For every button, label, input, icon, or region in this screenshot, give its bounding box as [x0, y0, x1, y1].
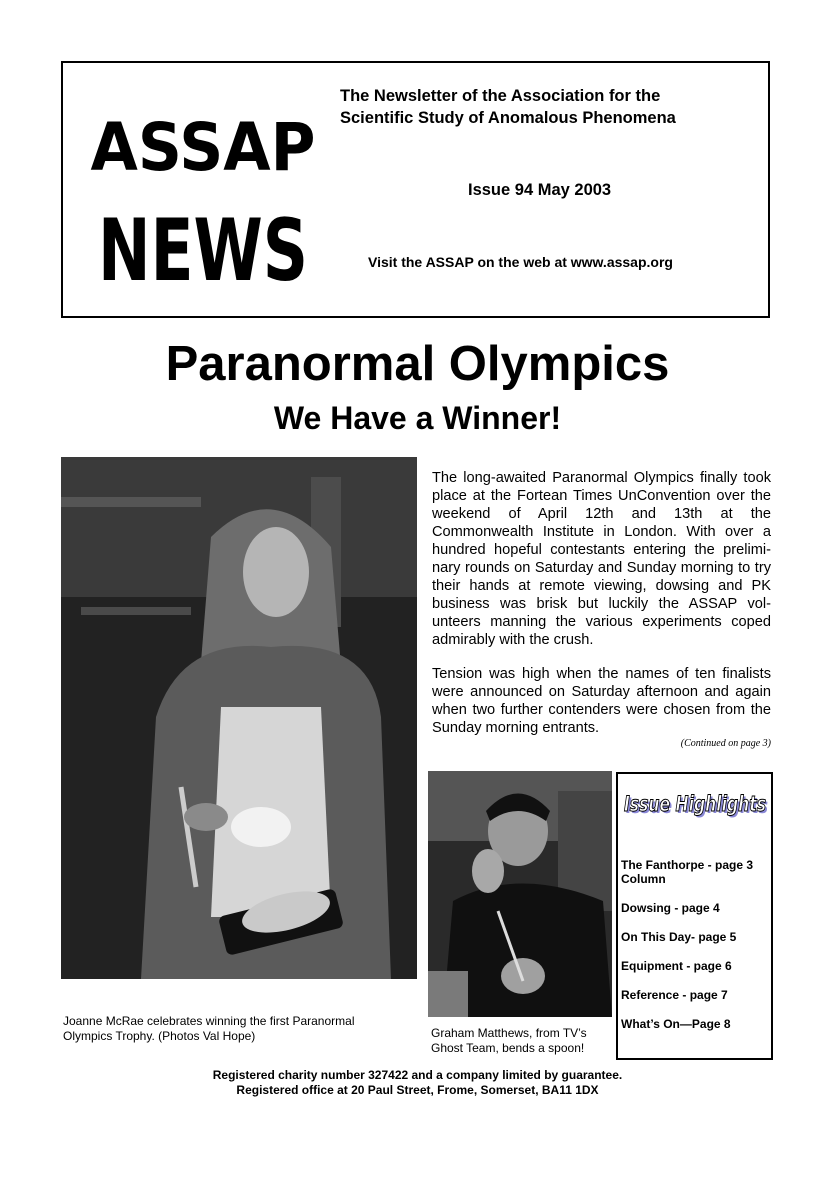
issue-highlights-title: [621, 781, 771, 821]
continued-note: (Continued on page 3): [680, 738, 771, 749]
svg-text:Issue Highlights: Issue Highlights: [626, 794, 768, 818]
photo2-caption: Graham Matthews, from TV’s Ghost Team, bends a spoon!: [431, 1026, 587, 1055]
footer: [0, 1068, 835, 1098]
masthead: [61, 61, 770, 318]
article-body: [432, 469, 771, 753]
highlight-item: What’s On—Page 8: [621, 1017, 731, 1031]
highlight-item: The Fanthorpe - page 3 Column: [621, 858, 754, 886]
tagline: [340, 85, 760, 129]
footer-line1: Registered charity number 327422 and a company limited by guarantee.: [212, 1068, 623, 1082]
highlight-item: Reference - page 7: [621, 988, 728, 1002]
winner-photo: [61, 457, 417, 979]
logo-text-bottom: NEWS: [98, 201, 308, 301]
article-paragraph: The long-awaited Paranormal Olympics finally took place at the Fortean Times UnConvention over the weekend of April 12th and 13th at the Commonwealth Institute in London. With over a hundred hopeful contestants entering the prelimi-nary rounds on Saturday and Sunday morning to try their hands at remote viewing, dowsing and PK business was brisk but luckily the ASSAP vol-unteers manning the various experiments coped admirably with the crush.: [432, 470, 771, 648]
tagline-line1: The Newsletter of the Association for the: [340, 87, 661, 105]
assap-news-logo: [83, 75, 323, 310]
spoon-bending-photo: [428, 771, 612, 1017]
svg-text:Issue Highlights: Issue Highlights: [624, 792, 766, 816]
highlight-item: Dowsing - page 4: [621, 901, 720, 915]
photo1-caption: Joanne McRae celebrates winning the first Paranormal Olympics Trophy. (Photos Val Hope): [63, 1014, 355, 1043]
issue-number: Issue 94 May 2003: [468, 181, 612, 199]
footer-line2: Registered office at 20 Paul Street, Frome, Somerset, BA11 1DX: [236, 1083, 599, 1097]
highlight-item: On This Day- page 5: [621, 930, 737, 944]
issue-highlights-box: [616, 772, 773, 1060]
website-line: Visit the ASSAP on the web at www.assap.org: [368, 254, 673, 270]
headline: Paranormal Olympics: [165, 337, 670, 391]
logo-text-top: ASSAP: [90, 109, 316, 186]
article-paragraph: Tension was high when the names of ten finalists were announced on Saturday afternoon and again when two further contenders were chosen from the Sunday morning entrants.: [432, 666, 771, 736]
highlights-list: [621, 858, 771, 1046]
subheadline: We Have a Winner!: [273, 400, 562, 436]
tagline-line2: Scientific Study of Anomalous Phenomena: [340, 109, 676, 127]
highlight-item: Equipment - page 6: [621, 959, 732, 973]
